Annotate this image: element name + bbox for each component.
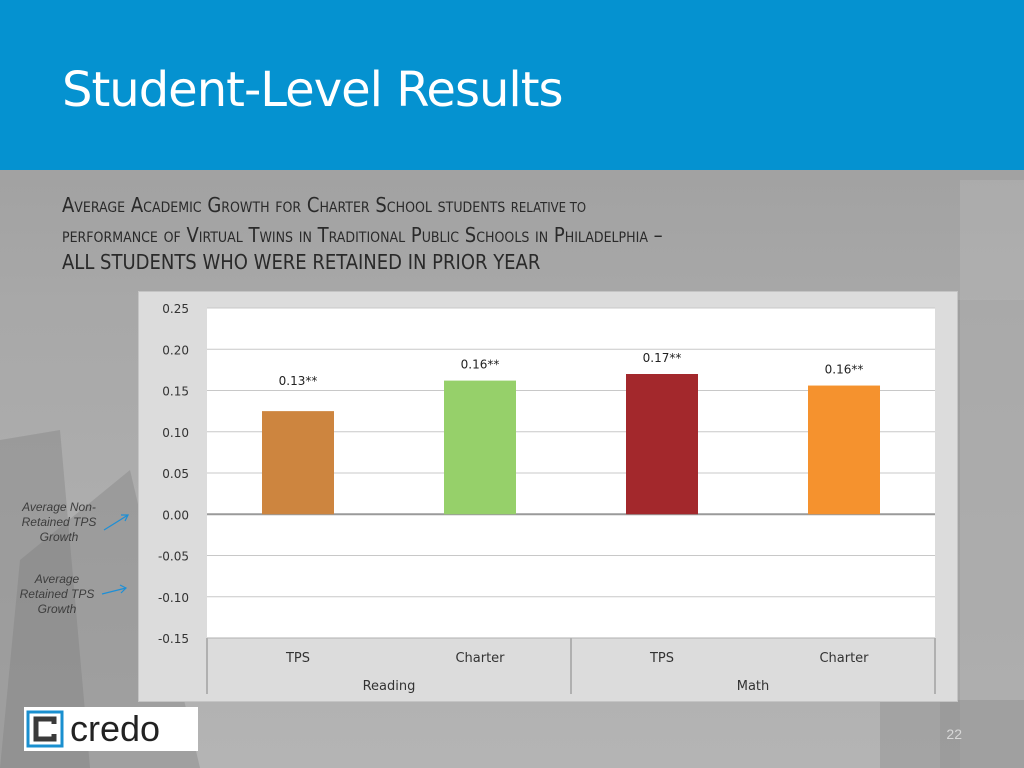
y-tick-label: 0.05	[162, 467, 189, 481]
credo-logo-mark	[24, 707, 198, 751]
group-label: Math	[736, 679, 770, 694]
data-label: 0.16**	[460, 357, 500, 372]
subtitle-line3: ALL STUDENTS WHO WERE RETAINED IN PRIOR YEAR	[62, 250, 541, 274]
subtitle-line1: Average Academic Growth for Charter School students	[62, 193, 506, 217]
y-tick-label: 0.15	[162, 384, 189, 399]
y-tick-label: 0.10	[162, 425, 189, 440]
arrow-non-retained	[104, 515, 128, 530]
page-number: 22	[946, 726, 962, 742]
y-tick-label: -0.10	[157, 590, 189, 605]
bar	[626, 374, 698, 514]
y-tick-label: 0.00	[162, 508, 189, 523]
credo-logo	[24, 707, 198, 751]
note-retained-text: Average Retained TPS Growth	[19, 572, 95, 616]
subtitle-line1-small: RELATIVE TO	[510, 201, 587, 216]
subtitle-line2: performance of Virtual Twins in Traditional Public Schools in Philadelphia –	[62, 223, 663, 247]
chart-container	[138, 291, 958, 702]
bar	[262, 411, 334, 514]
data-label: 0.16**	[824, 362, 864, 377]
arrow-non-retained-head	[121, 515, 128, 521]
note-arrows	[0, 500, 140, 620]
note-non-retained-text: Average Non-Retained TPS Growth	[21, 500, 97, 544]
y-tick-label: -0.05	[157, 549, 189, 564]
x-tick-label: Charter	[819, 651, 869, 666]
x-tick-label: TPS	[649, 651, 675, 666]
bar-chart	[139, 292, 957, 701]
y-tick-label: 0.20	[162, 343, 189, 358]
x-tick-label: TPS	[285, 651, 311, 666]
bar	[808, 386, 880, 515]
y-tick-label: -0.15	[157, 632, 189, 646]
data-label: 0.17**	[642, 351, 682, 365]
x-tick-label: Charter	[455, 651, 505, 666]
title-banner	[0, 0, 1024, 170]
chart-subtitle	[62, 192, 962, 276]
logo-text: credo	[70, 708, 161, 749]
page-title: Student-Level Results	[62, 62, 563, 118]
data-label: 0.13**	[278, 374, 318, 389]
bar	[444, 381, 516, 515]
y-tick-label: 0.25	[162, 302, 189, 316]
group-label: Reading	[362, 679, 416, 694]
